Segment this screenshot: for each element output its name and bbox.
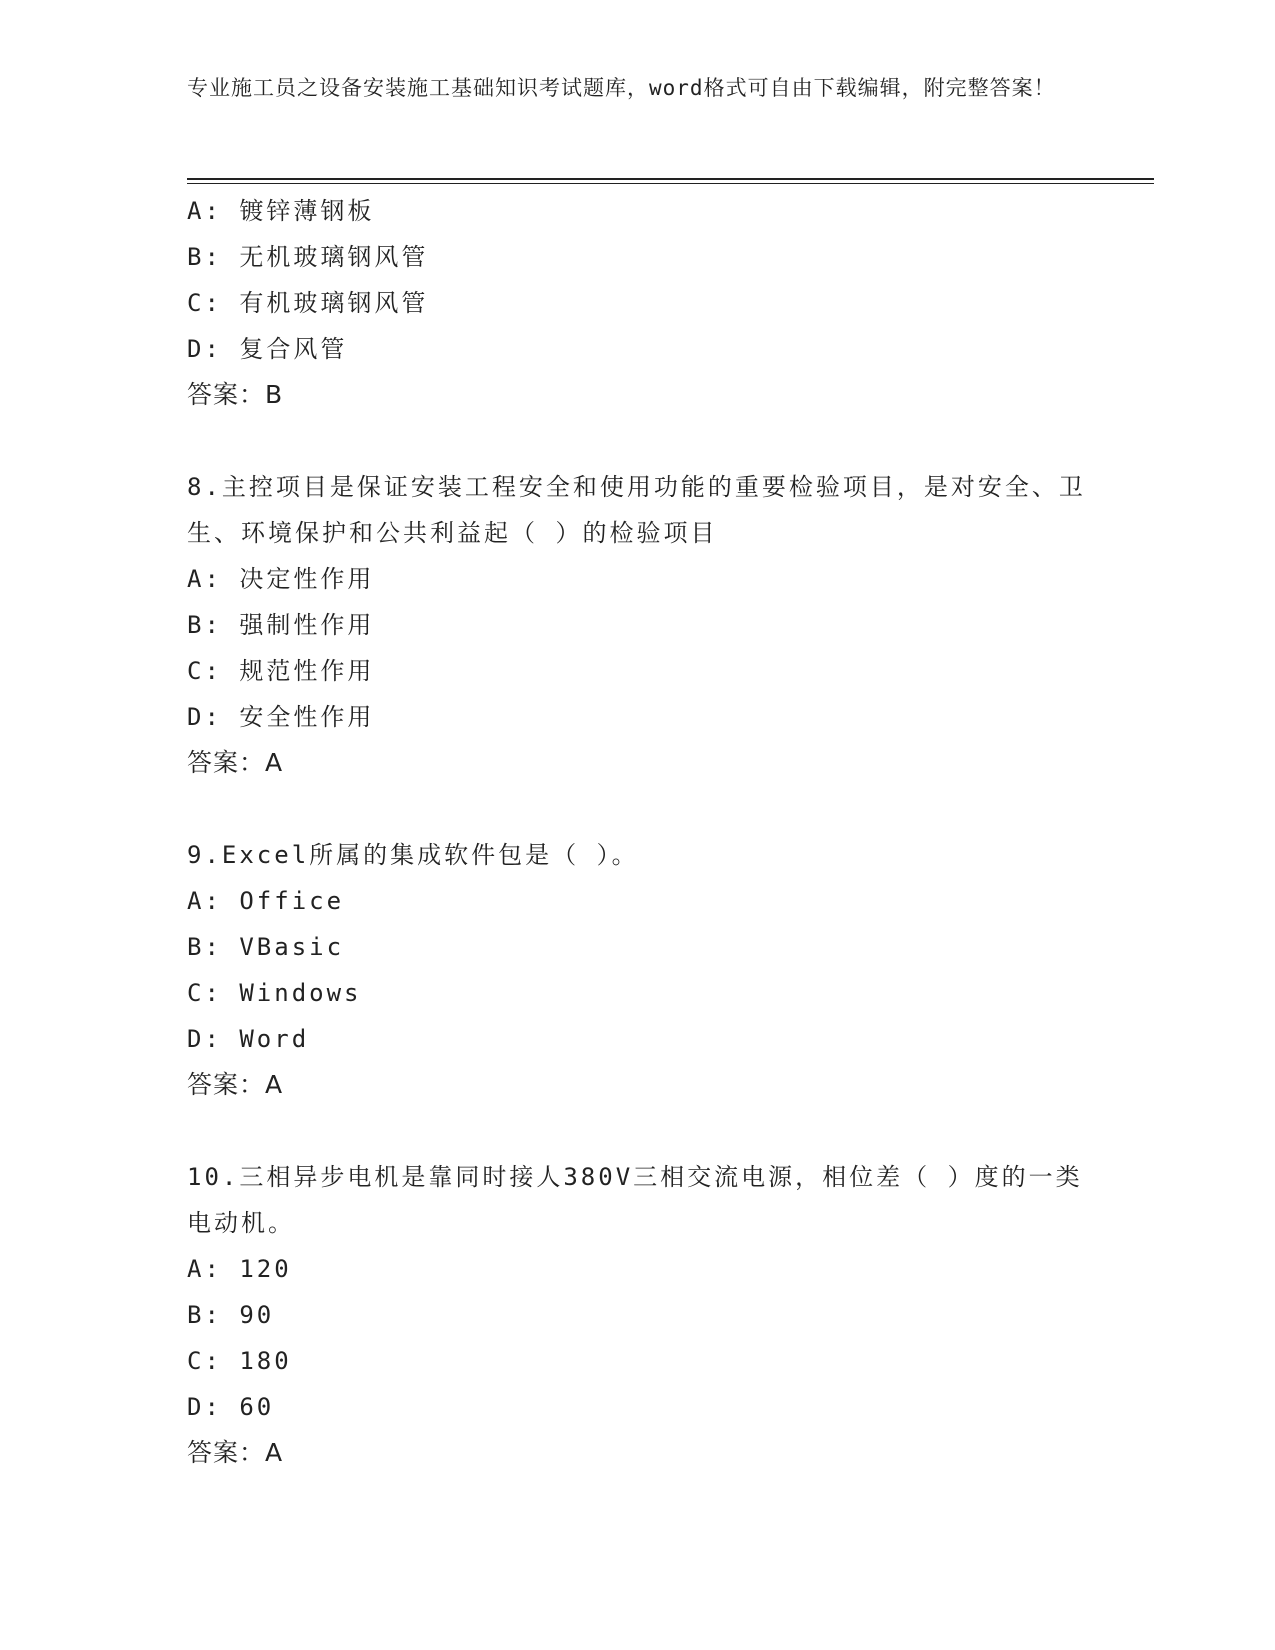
answer-line: 答案：A <box>187 1070 284 1099</box>
header-rule-thin <box>187 183 1154 184</box>
option-a: A: 120 <box>187 1255 292 1283</box>
option-b: B: 强制性作用 <box>187 611 375 639</box>
question-list <box>187 188 1087 1476</box>
document-header: 专业施工员之设备安装施工基础知识考试题库，word格式可自由下载编辑，附完整答案！ <box>187 76 1056 100</box>
question-block-7 <box>187 188 1087 418</box>
question-text: 8.主控项目是保证安装工程安全和使用功能的重要检验项目，是对安全、卫生、环境保护和公共利益起（ ）的检验项目 <box>187 473 1086 547</box>
option-b: B: VBasic <box>187 933 345 961</box>
question-block-8 <box>187 464 1087 786</box>
option-c: C: 规范性作用 <box>187 657 375 685</box>
answer-line: 答案：A <box>187 748 284 777</box>
option-b: B: 90 <box>187 1301 275 1329</box>
question-block-10 <box>187 1154 1087 1476</box>
option-c: C: 有机玻璃钢风管 <box>187 289 429 317</box>
option-a: A: 决定性作用 <box>187 565 375 593</box>
header-rule-thick <box>187 178 1154 180</box>
option-d: D: 安全性作用 <box>187 703 375 731</box>
option-d: D: Word <box>187 1025 310 1053</box>
option-a: A: 镀锌薄钢板 <box>187 197 375 225</box>
option-d: D: 复合风管 <box>187 335 348 363</box>
question-text: 10.三相异步电机是靠同时接人380V三相交流电源，相位差（ ）度的一类电动机。 <box>187 1163 1083 1237</box>
option-d: D: 60 <box>187 1393 275 1421</box>
question-text: 9.Excel所属的集成软件包是（ ）。 <box>187 841 639 869</box>
option-c: C: Windows <box>187 979 362 1007</box>
answer-line: 答案：B <box>187 380 284 409</box>
option-c: C: 180 <box>187 1347 292 1375</box>
answer-line: 答案：A <box>187 1438 284 1467</box>
question-block-9 <box>187 832 1087 1108</box>
option-a: A: Office <box>187 887 345 915</box>
option-b: B: 无机玻璃钢风管 <box>187 243 429 271</box>
